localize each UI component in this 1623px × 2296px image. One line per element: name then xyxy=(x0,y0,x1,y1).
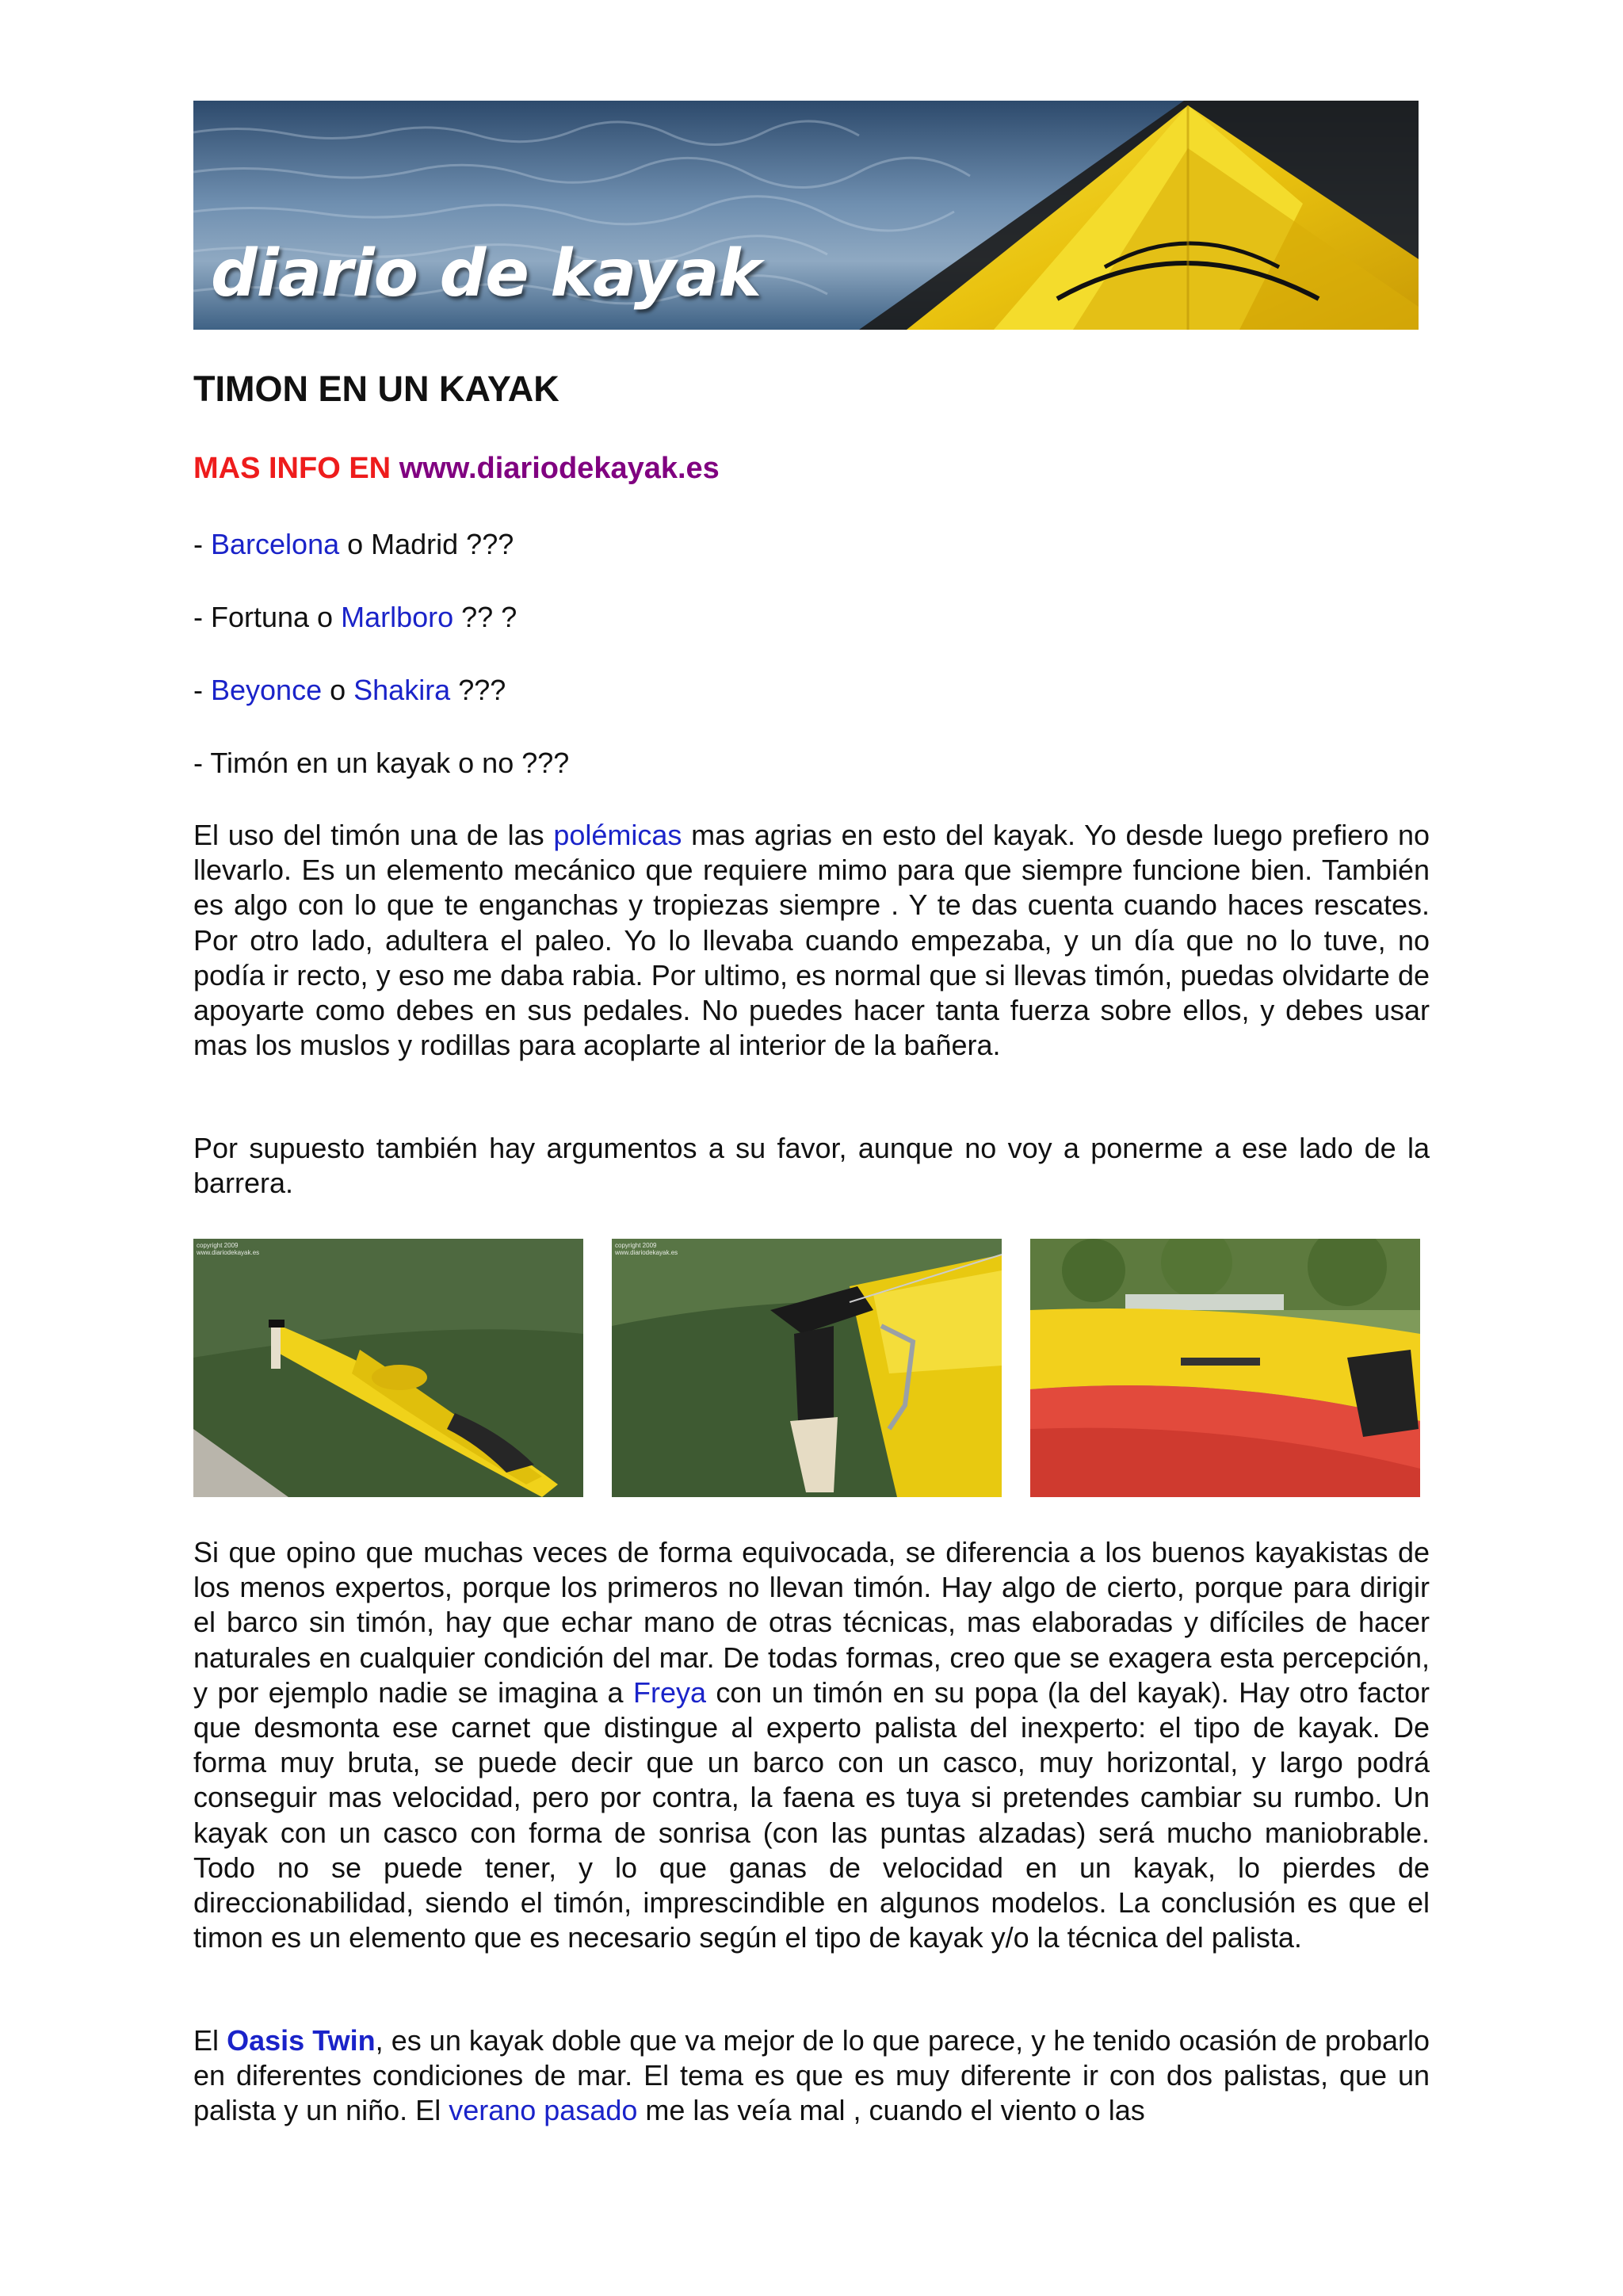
shakira-link[interactable]: Shakira xyxy=(353,674,451,706)
more-info-prefix: MAS INFO EN xyxy=(193,452,391,485)
photo-kayak-cockpit-interior xyxy=(1030,1239,1420,1497)
photo-rudder-closeup xyxy=(612,1239,1002,1497)
question-text: o xyxy=(322,674,354,706)
question-line-4 xyxy=(193,747,569,780)
marlboro-link[interactable]: Marlboro xyxy=(341,601,454,633)
paragraph-text: me las veía mal , cuando el viento o las xyxy=(637,2094,1145,2127)
question-line-3 xyxy=(193,674,506,707)
more-info-url[interactable]: www.diariodekayak.es xyxy=(399,452,720,485)
beyonce-link[interactable]: Beyonce xyxy=(211,674,323,706)
header-banner xyxy=(193,101,1419,330)
paragraph-2: Por supuesto también hay argumentos a su favor, aunque no voy a ponerme a ese lado de la barrera. xyxy=(193,1132,1430,1200)
photo-watermark: copyright 2009 www.diariodekayak.es xyxy=(615,1242,678,1256)
paragraph-1 xyxy=(193,818,1430,1063)
paragraph-text: con un timón en su popa (la del kayak). Hay otro factor que desmonta ese carnet que distingue al experto palista del inexperto: el tipo de kayak. De forma muy bruta, se puede decir que un barco con un casco, muy horizontal, y largo podrá conseguir mas velocidad, pero por contra, la faena es tuya si pretendes cambiar su rumbo. Un kayak con un casco con forma de sonrisa (con las puntas alzadas) será mucho maniobrable. Todo no se puede tener, y lo que ganas de velocidad en un kayak, lo pierdes de direccionabilidad, siendo el timón, imprescindible en algunos modelos. La conclusión es que el timon es un elemento que es necesario según el tipo de kayak y/o la técnica del palista. xyxy=(193,1675,1430,1954)
question-text: - Timón en un kayak o no ??? xyxy=(193,747,570,779)
question-line-1 xyxy=(193,528,514,561)
more-info-line xyxy=(193,452,720,486)
polemicas-link[interactable]: polémicas xyxy=(553,819,682,851)
paragraph-text: El xyxy=(193,2024,227,2057)
paragraph-4 xyxy=(193,2023,1430,2129)
question-text: ??? xyxy=(450,674,506,706)
photo-watermark: copyright 2009 www.diariodekayak.es xyxy=(197,1242,260,1256)
banner-logo: diario de kayak xyxy=(211,236,762,311)
question-text: - xyxy=(193,528,211,560)
freya-link[interactable]: Freya xyxy=(632,1675,706,1709)
question-line-2 xyxy=(193,601,517,634)
question-text: ?? ? xyxy=(453,601,517,633)
barcelona-link[interactable]: Barcelona xyxy=(211,528,340,560)
page-title: TIMON EN UN KAYAK xyxy=(193,369,559,409)
question-text: - xyxy=(193,674,211,706)
paragraph-text: El uso del timón una de las xyxy=(193,819,554,851)
oasis-twin-link[interactable]: Oasis Twin xyxy=(227,2024,376,2057)
paragraph-3 xyxy=(193,1535,1430,1955)
paragraph-text: Si que opino que muchas veces de forma equivocada, se diferencia a los buenos kayakistas de los menos expertos, porque los primeros no llevan timón. Hay algo de cierto, porque para dirigir el barco sin timón, hay que echar mano de otras técnicas, mas elaboradas y difíciles de hacer naturales en cualquier condición del mar. De todas formas, creo que se exagera esta percepción, y por ejemplo nadie se imagina a xyxy=(193,1536,1430,1709)
question-text: o Madrid ??? xyxy=(339,528,514,560)
verano-pasado-link[interactable]: verano pasado xyxy=(449,2094,638,2127)
paragraph-text: , es un kayak doble que va mejor de lo que parece, y he tenido ocasión de probarlo en diferentes condiciones de mar. El tema es que es muy diferente ir con dos palistas, que un palista y un niño. El xyxy=(193,2024,1430,2127)
paragraph-text: mas agrias en esto del kayak. Yo desde luego prefiero no llevarlo. Es un elemento mecánico que requiere mimo para que siempre funcione bien. También es algo con lo que te enganchas y tropiezas siempre . Y te das cuenta cuando haces rescates. Por otro lado, adultera el paleo. Yo lo llevaba cuando empezaba, y un día que no lo tuve, no podía ir recto, y eso me daba rabia. Por ultimo, es normal que si llevas timón, puedas olvidarte de apoyarte como debes en sus pedales. No puedes hacer tanta fuerza sobre ellos, y debes usar mas los muslos y rodillas para acoplarte al interior de la bañera. xyxy=(193,819,1430,1062)
photo-kayak-rudder-water xyxy=(193,1239,583,1497)
question-text: - Fortuna o xyxy=(193,601,342,633)
